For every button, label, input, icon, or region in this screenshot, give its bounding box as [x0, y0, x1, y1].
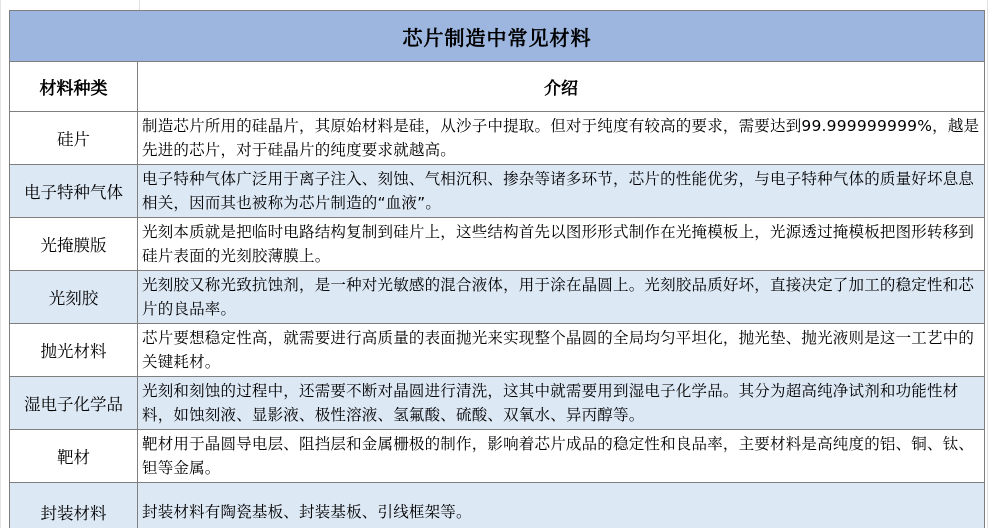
material-desc-cell[interactable]: 靶材用于晶圆导电层、阻挡层和金属栅极的制作，影响着芯片成品的稳定性和良品率，主要材料是高纯度的铝、铜、钛、钽等金属。: [138, 430, 985, 483]
material-desc-cell[interactable]: 封装材料有陶瓷基板、封装基板、引线框架等。: [138, 483, 985, 528]
table-row: [10, 483, 985, 528]
material-name-cell[interactable]: 抛光材料: [10, 324, 138, 377]
sheet-gridline: [987, 0, 988, 528]
material-desc-cell[interactable]: 芯片要想稳定性高，就需要进行高质量的表面抛光来实现整个晶圆的全局均匀平坦化，抛光垫、抛光液则是这一工艺中的关键耗材。: [138, 324, 985, 377]
table-row: [10, 377, 985, 430]
material-name-cell[interactable]: 光刻胶: [10, 271, 138, 324]
material-name-cell[interactable]: 湿电子化学品: [10, 377, 138, 430]
title-row: [10, 11, 985, 62]
materials-table: [9, 10, 985, 528]
table-row: [10, 271, 985, 324]
table-title[interactable]: 芯片制造中常见材料: [10, 11, 985, 62]
material-name-cell[interactable]: 封装材料: [10, 483, 138, 528]
header-introduction[interactable]: 介绍: [138, 62, 985, 112]
table-row: [10, 165, 985, 218]
material-desc-cell[interactable]: 电子特种气体广泛用于离子注入、刻蚀、气相沉积、掺杂等诸多环节，芯片的性能优劣，与电子特种气体的质量好坏息息相关，因而其也被称为芯片制造的“血液”。: [138, 165, 985, 218]
table-row: [10, 324, 985, 377]
table-row: [10, 218, 985, 271]
header-row: [10, 62, 985, 112]
material-desc-cell[interactable]: 光刻本质就是把临时电路结构复制到硅片上，这些结构首先以图形形式制作在光掩模板上，光源透过掩模板把图形转移到硅片表面的光刻胶薄膜上。: [138, 218, 985, 271]
header-material-type[interactable]: 材料种类: [10, 62, 138, 112]
material-name-cell[interactable]: 靶材: [10, 430, 138, 483]
material-desc-cell[interactable]: 光刻和刻蚀的过程中，还需要不断对晶圆进行清洗，这其中就需要用到湿电子化学品。其分为超高纯净试剂和功能性材料，如蚀刻液、显影液、极性溶液、氢氟酸、硫酸、双氧水、异丙醇等。: [138, 377, 985, 430]
material-desc-cell[interactable]: 制造芯片所用的硅晶片，其原始材料是硅，从沙子中提取。但对于纯度有较高的要求，需要达到99.999999999%，越是先进的芯片，对于硅晶片的纯度要求就越高。: [138, 112, 985, 165]
material-desc-cell[interactable]: 光刻胶又称光致抗蚀剂，是一种对光敏感的混合液体，用于涂在晶圆上。光刻胶品质好坏，直接决定了加工的稳定性和芯片的良品率。: [138, 271, 985, 324]
table-row: [10, 430, 985, 483]
material-name-cell[interactable]: 光掩膜版: [10, 218, 138, 271]
table-row: [10, 112, 985, 165]
material-name-cell[interactable]: 电子特种气体: [10, 165, 138, 218]
material-name-cell[interactable]: 硅片: [10, 112, 138, 165]
